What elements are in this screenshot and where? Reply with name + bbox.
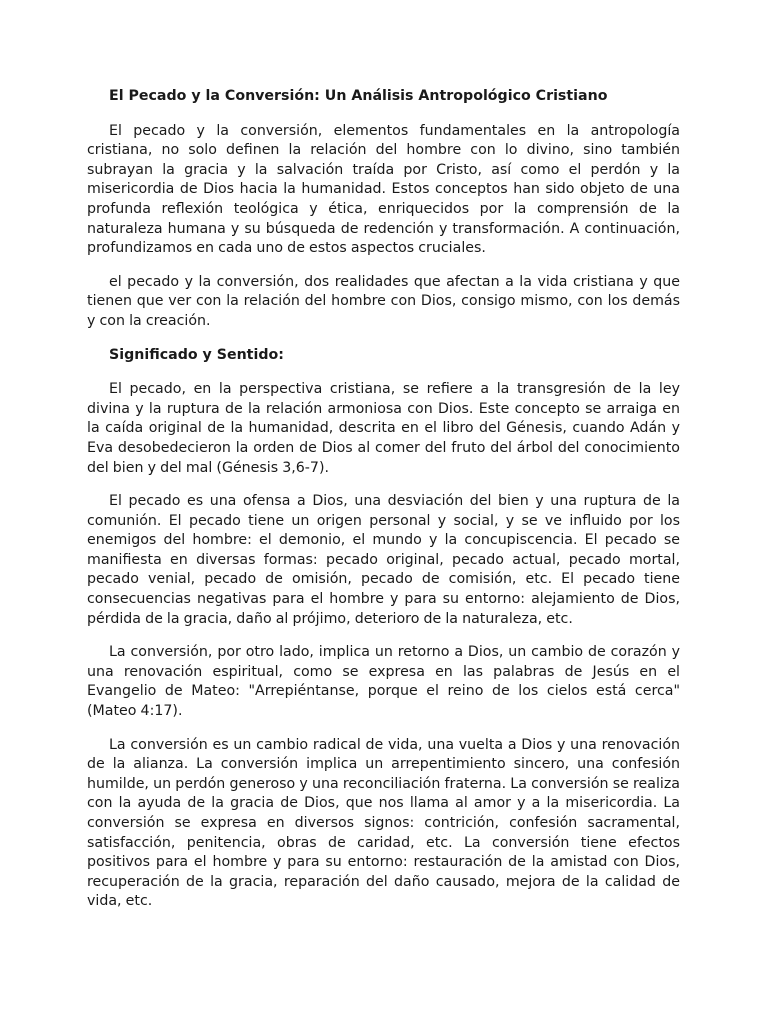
document-title: El Pecado y la Conversión: Un Análisis Antropológico Cristiano: [109, 88, 608, 104]
section-paragraph: La conversión, por otro lado, implica un retorno a Dios, un cambio de corazón y una renovación espiritual, como se expresa en las palabras de Jesús en el Evangelio de Mateo: "Arrepiéntanse, porque el reino de los cielos está cerca" (Mateo 4:17).: [87, 644, 680, 720]
section-paragraph: La conversión es un cambio radical de vida, una vuelta a Dios y una renovación de la alianza. La conversión implica un arrepentimiento sincero, una confesión humilde, un perdón generoso y una reconciliación fraterna. La conversión se realiza con la ayuda de la gracia de Dios, que nos llama al amor y a la misericordia. La conversión se expresa en diversos signos: contrición, confesión sacramental, satisfacción, penitencia, obras de caridad, etc. La conversión tiene efectos positivos para el hombre y para su entorno: restauración de la amistad con Dios, recuperación de la gracia, reparación del daño causado, mejora de la calidad de vida, etc.: [87, 736, 680, 910]
section-heading: Significado y Sentido:: [109, 346, 284, 363]
section-paragraph: El pecado es una ofensa a Dios, una desviación del bien y una ruptura de la comunión. El pecado tiene un origen personal y social, y se ve influido por los enemigos del hombre: el demonio, el mundo y la concupiscencia. El pecado se manifiesta en diversas formas: pecado original, pecado actual, pecado mortal, pecado venial, pecado de omisión, pecado de comisión, etc. El pecado tiene consecuencias negativas para el hombre y para su entorno: alejamiento de Dios, pérdida de la gracia, daño al prójimo, deterioro de la naturaleza, etc.: [87, 493, 680, 627]
intro-paragraph: el pecado y la conversión, dos realidades que afectan a la vida cristiana y que tienen que ver con la relación del hombre con Dios, consigo mismo, con los demás y con la creación.: [87, 273, 680, 329]
intro-paragraph: El pecado y la conversión, elementos fundamentales en la antropología cristiana, no solo definen la relación del hombre con lo divino, sino también subrayan la gracia y la salvación traída por Cristo, así como el perdón y la misericordia de Dios hacia la humanidad. Estos conceptos han sido objeto de una profunda reflexión teológica y ética, enriquecidos por la comprensión de la naturaleza humana y su búsqueda de redención y transformación. A continuación, profundizamos en cada uno de estos aspectos cruciales.: [87, 122, 680, 257]
section-paragraph: El pecado, en la perspectiva cristiana, se refiere a la transgresión de la ley divina y la ruptura de la relación armoniosa con Dios. Este concepto se arraiga en la caída original de la humanidad, descrita en el libro del Génesis, cuando Adán y Eva desobedecieron la orden de Dios al comer del fruto del árbol del conocimiento del bien y del mal (Génesis 3,6-7).: [87, 381, 680, 476]
